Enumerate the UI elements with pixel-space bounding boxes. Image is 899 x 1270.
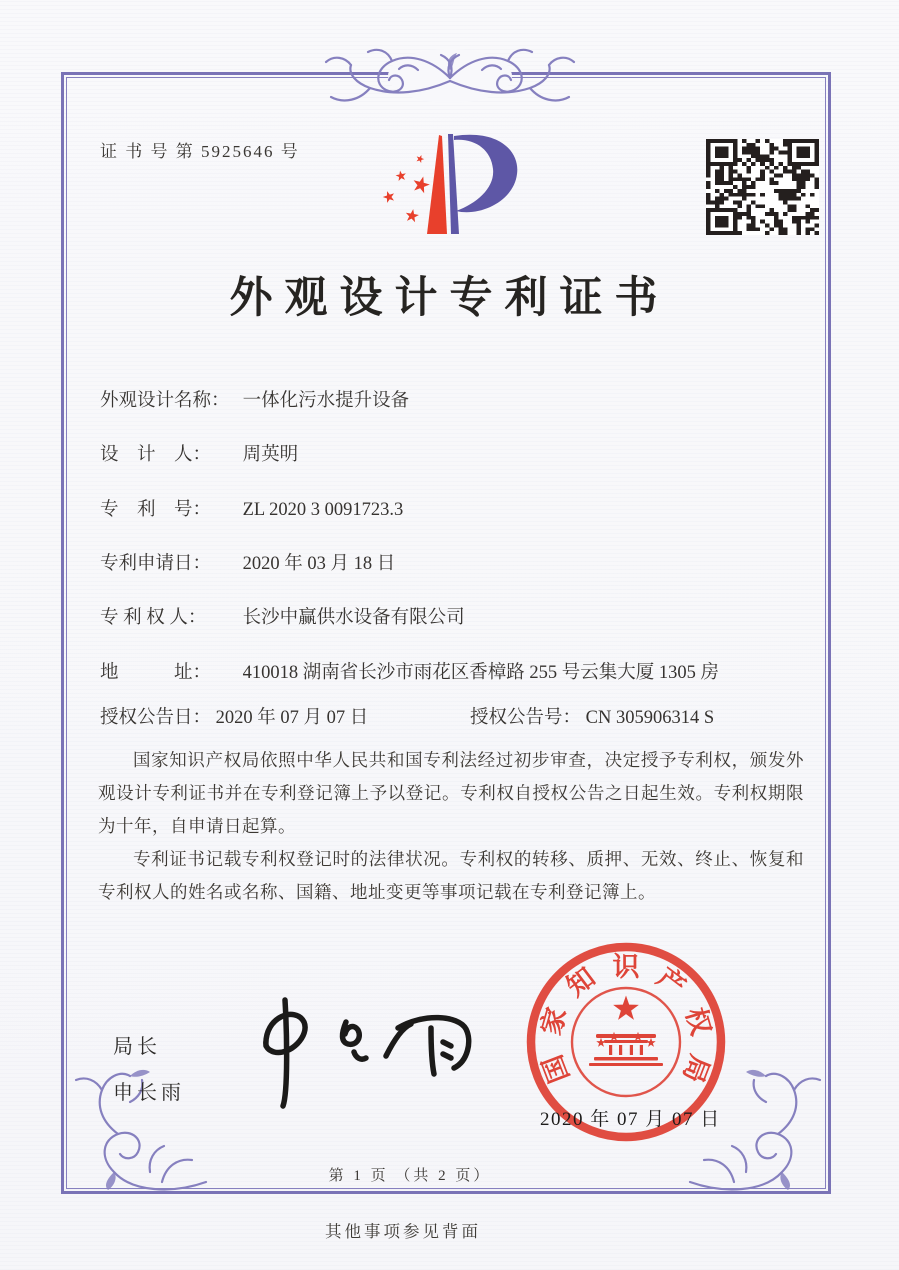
field-value: 2020 年 03 月 18 日 [242, 554, 396, 574]
cnipa-logo-icon [368, 127, 548, 252]
grant-number [470, 703, 714, 729]
grant-date-label: 授权公告日： [100, 708, 212, 728]
field-label: 地 址： [100, 663, 212, 683]
svg-text:家: 家 [535, 1004, 573, 1039]
field-label: 专 利 权 人： [100, 608, 207, 628]
field-row-address [100, 658, 719, 684]
grant-date [100, 708, 368, 728]
signer-block [113, 1030, 185, 1122]
field-row-patent-number [100, 495, 403, 521]
field-label: 专利申请日： [100, 554, 212, 574]
field-label: 设 计 人： [100, 445, 212, 465]
legal-paragraph-1: 国家知识产权局依照中华人民共和国专利法经过初步审查，决定授予专利权，颁发外观设计专利证书并在专利登记簿上予以登记。专利权自授权公告之日起生效。专利权期限为十年，自申请日起算。 [98, 750, 804, 836]
seal-date: 2020 年 07 月 07 日 [540, 1109, 721, 1130]
grant-number-label: 授权公告号： [470, 708, 582, 728]
field-row-designer [100, 440, 298, 466]
field-row-patentee [100, 603, 465, 629]
signer-title: 局长 [113, 1036, 161, 1058]
grant-row [100, 703, 820, 729]
field-row-design-name [100, 386, 409, 412]
field-value: 长沙中赢供水设备有限公司 [242, 608, 465, 628]
svg-text:局: 局 [677, 1050, 715, 1087]
back-note: 其他事项参见背面 [325, 1222, 481, 1241]
field-value: 一体化污水提升设备 [242, 391, 410, 411]
grant-date-value: 2020 年 07 月 07 日 [215, 708, 369, 728]
svg-text:知: 知 [561, 961, 601, 1003]
svg-text:产: 产 [651, 961, 691, 1003]
field-value: 周英明 [242, 445, 299, 465]
certificate-title: 外观设计专利证书 [229, 275, 670, 322]
signer-name: 申长雨 [113, 1082, 185, 1104]
svg-text:识: 识 [612, 952, 640, 982]
legal-paragraph-2: 专利证书记载专利权登记时的法律状况。专利权的转移、质押、无效、终止、恢复和专利权人的姓名或名称、国籍、地址变更等事项记载在专利登记簿上。 [98, 849, 804, 902]
national-emblem-icon [572, 988, 680, 1096]
top-border-ornament [300, 40, 600, 114]
field-label: 外观设计名称： [100, 391, 230, 411]
legal-text [98, 744, 804, 909]
page-number: 第 1 页 （共 2 页） [328, 1168, 492, 1184]
field-label: 专 利 号： [100, 500, 212, 520]
svg-text:权: 权 [679, 1004, 717, 1039]
field-value: 410018 湖南省长沙市雨花区香樟路 255 号云集大厦 1305 房 [242, 663, 720, 683]
certificate-number: 证 书 号 第 5925646 号 [100, 142, 300, 161]
grant-number-value: CN 305906314 S [585, 708, 715, 728]
director-signature-icon [238, 994, 473, 1109]
field-value: ZL 2020 3 0091723.3 [242, 500, 404, 520]
svg-text:国: 国 [537, 1050, 575, 1087]
field-row-filing-date [100, 549, 395, 575]
qr-code [706, 139, 819, 235]
